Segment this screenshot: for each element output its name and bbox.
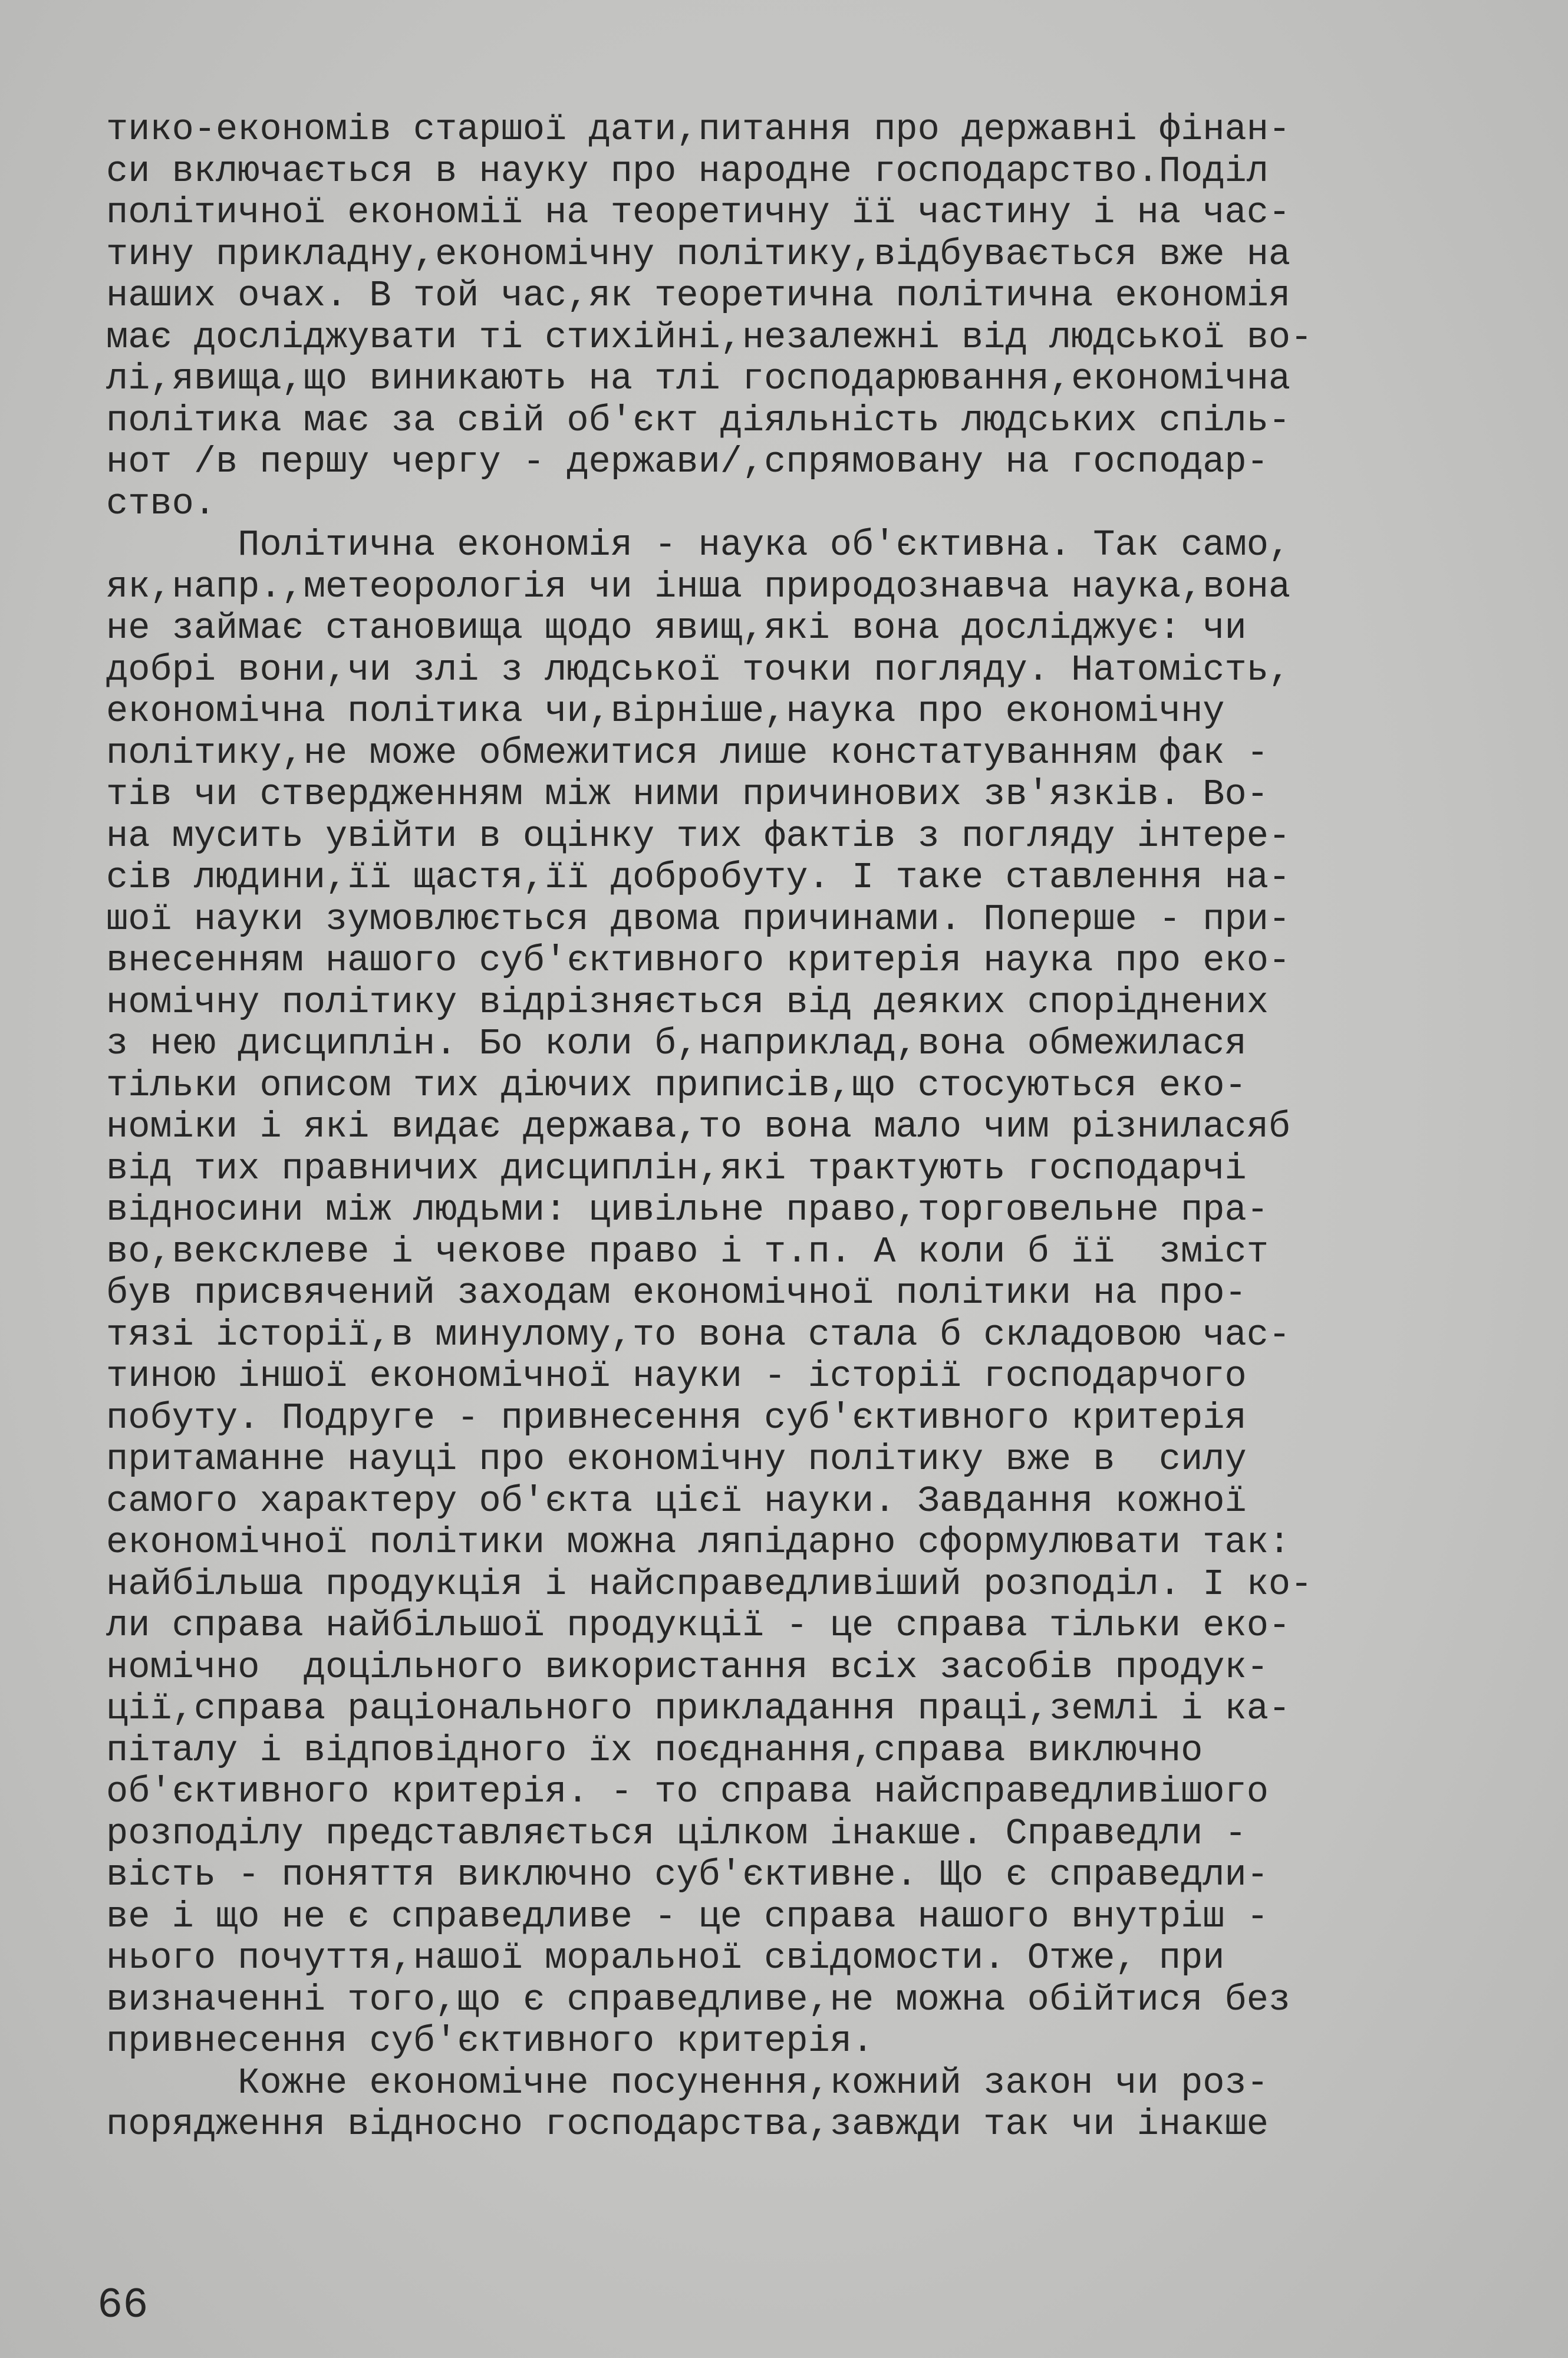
text-line: ли справа найбільшої продукції - це справа тільки еко-	[106, 1605, 1291, 1646]
text-line: визначенні того,що є справедливе,не можна обійтися без	[106, 1978, 1291, 2021]
text-line: найбільша продукція і найсправедливіший розподіл. І ко-	[106, 1563, 1313, 1605]
text-line: політику,не може обмежитися лише констатуванням фак -	[106, 732, 1269, 774]
text-line: на мусить увійти в оцінку тих фактів з погляду інтере-	[106, 815, 1291, 857]
text-line: тину прикладну,економічну політику,відбувається вже на	[106, 233, 1291, 275]
text-line: во,вексклеве і чекове право і т.п. А коли б її зміст	[106, 1230, 1269, 1273]
text-line: сів людини,її щастя,її добробуту. І таке ставлення на-	[106, 857, 1291, 898]
text-line: нього почуття,нашої моральної свідомости. Отже, при	[106, 1937, 1225, 1979]
page-number: 66	[97, 2281, 149, 2330]
text-line: має досліджувати ті стихійні,незалежні від людської во-	[106, 316, 1313, 358]
text-line: наших очах. В той час,як теоретична політична економія	[106, 275, 1291, 317]
text-line: номіки і які видає держава,то вона мало чим різниласяб	[106, 1106, 1291, 1148]
text-line: номічно доцільного використання всіх засобів продук-	[106, 1646, 1269, 1688]
text-line: як,напр.,метеорологія чи інша природознавча наука,вона	[106, 565, 1291, 608]
text-line: піталу і відповідного їх поєднання,справа виключно	[106, 1729, 1203, 1771]
text-line: шої науки зумовлюється двома причинами. Поперше - при-	[106, 898, 1291, 940]
text-line: економічної політики можна ляпідарно сформулювати так:	[106, 1521, 1291, 1563]
text-line: тів чи ствердженням між ними причинових зв'язків. Во-	[106, 773, 1269, 815]
text-line: побуту. Подруге - привнесення суб'єктивного критерія	[106, 1397, 1247, 1439]
text-line: внесенням нашого суб'єктивного критерія наука про еко-	[106, 940, 1291, 982]
text-line: добрі вони,чи злі з людської точки погляду. Натомість,	[106, 648, 1291, 691]
text-line: відносини між людьми: цивільне право,торговельне пра-	[106, 1189, 1269, 1231]
text-line: нот /в першу чергу - держави/,спрямовану на господар-	[106, 441, 1269, 483]
text-line: об'єктивного критерія. - то справа найсправедливішого	[106, 1771, 1269, 1813]
text-line: лі,явища,що виникають на тлі господарювання,економічна	[106, 358, 1291, 400]
text-line: Кожне економічне посунення,кожний закон чи роз-	[106, 2061, 1269, 2104]
text-line: ції,справа раціонального прикладання праці,землі і ка-	[106, 1688, 1291, 1730]
text-line: порядження відносно господарства,завжди так чи інакше	[106, 2103, 1269, 2145]
text-line: тиною іншої економічної науки - історії господарчого	[106, 1355, 1247, 1397]
text-line: номічну політику відрізняється від деяких споріднених	[106, 981, 1269, 1023]
text-line: політика має за свій об'єкт діяльність людських спіль-	[106, 399, 1291, 442]
text-line: тико-економів старшої дати,питання про державні фінан-	[106, 108, 1291, 150]
text-line: з нею дисциплін. Бо коли б,наприклад,вона обмежилася	[106, 1023, 1247, 1065]
text-line: притаманне науці про економічну політику вже в силу	[106, 1438, 1247, 1480]
text-line: Політична економія - наука об'єктивна. Так само,	[106, 524, 1291, 566]
text-line: політичної економії на теоретичну її частину і на час-	[106, 192, 1291, 233]
text-line: привнесення суб'єктивного критерія.	[106, 2020, 874, 2062]
text-line: був присвячений заходам економічної політики на про-	[106, 1272, 1247, 1314]
text-line: тязі історії,в минулому,то вона стала б складовою час-	[106, 1313, 1291, 1356]
text-line: не займає становища щодо явищ,які вона досліджує: чи	[106, 607, 1247, 649]
body-text	[106, 109, 1480, 2146]
text-line: самого характеру об'єкта цієї науки. Завдання кожної	[106, 1480, 1247, 1522]
text-line: си включається в науку про народне господарство.Поділ	[106, 150, 1269, 192]
text-line: економічна політика чи,вірніше,наука про економічну	[106, 690, 1225, 732]
text-line: розподілу представляється цілком інакше. Справедли -	[106, 1812, 1247, 1855]
text-line: вість - поняття виключно суб'єктивне. Що є справедли-	[106, 1854, 1269, 1896]
text-line: ство.	[106, 482, 216, 525]
text-line: ве і що не є справедливе - це справа нашого внутріш -	[106, 1895, 1269, 1938]
text-line: від тих правничих дисциплін,які трактують господарчі	[106, 1147, 1247, 1190]
text-line: тільки описом тих діючих приписів,що стосуються еко-	[106, 1064, 1247, 1106]
